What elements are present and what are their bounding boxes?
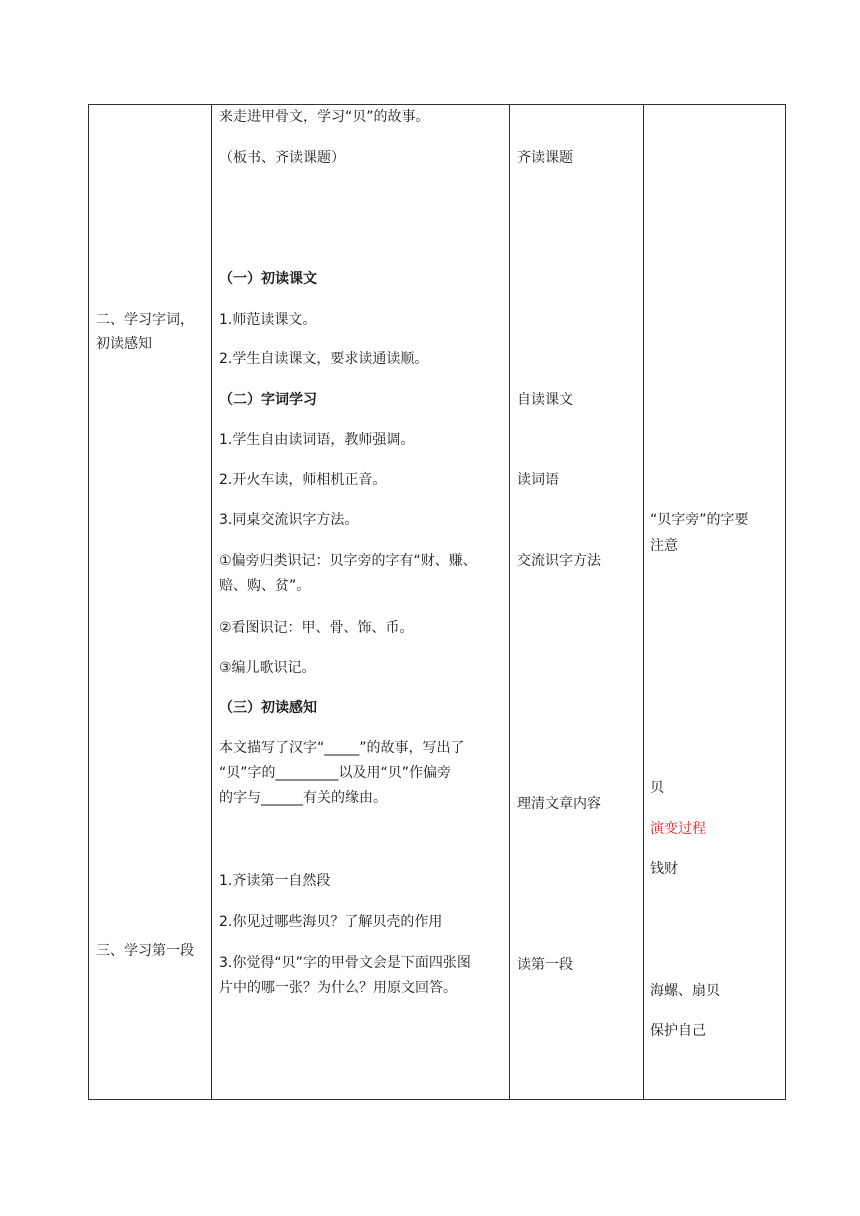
student-activity: 读第一段 — [517, 957, 573, 973]
fill-in-question: 的字与______有关的缘由。 — [219, 790, 387, 806]
design-note: 注意 — [650, 538, 678, 554]
stage-label: 三、学习第一段 — [96, 943, 194, 959]
student-activity: 理清文章内容 — [517, 796, 601, 812]
content-line: 1.师范读课文。 — [219, 312, 317, 328]
design-note: 贝 — [650, 780, 664, 796]
content-line: （板书、齐读课题） — [219, 150, 345, 166]
content-line: ②看图识记：甲、骨、饰、币。 — [219, 620, 414, 636]
design-note: 保护自己 — [650, 1023, 706, 1039]
student-activity: 自读课文 — [517, 392, 573, 408]
content-line: 1.齐读第一自然段 — [219, 873, 331, 889]
student-activity: 读词语 — [517, 472, 559, 488]
content-line: 3.你觉得“贝”字的甲骨文会是下面四张图 — [219, 955, 471, 971]
fill-in-question: “贝”字的_________以及用“贝”作偏旁 — [219, 765, 452, 781]
design-note-highlight: 演变过程 — [650, 821, 706, 837]
design-note: “贝字旁”的字要 — [650, 512, 749, 528]
student-activity: 齐读课题 — [517, 150, 573, 166]
column-divider — [509, 105, 510, 1099]
content-line: 2.你见过哪些海贝？了解贝壳的作用 — [219, 914, 443, 930]
design-note: 海螺、扇贝 — [650, 983, 720, 999]
design-note: 钱财 — [650, 861, 678, 877]
content-line: 赔、购、贫”。 — [219, 578, 311, 594]
content-line: 2.开火车读，师相机正音。 — [219, 472, 387, 488]
content-line: 片中的哪一张？为什么？用原文回答。 — [219, 980, 457, 996]
section-heading: （一）初读课文 — [219, 271, 317, 287]
content-line: ①偏旁归类识记：贝字旁的字有“财、赚、 — [219, 553, 477, 569]
fill-in-question: 本文描写了汉字“_____”的故事，写出了 — [219, 740, 465, 756]
content-line: 2.学生自读课文，要求读通读顺。 — [219, 351, 429, 367]
column-divider — [211, 105, 212, 1099]
content-line: 来走进甲骨文，学习“贝”的故事。 — [219, 109, 430, 125]
content-line: 1.学生自由读词语，教师强调。 — [219, 432, 415, 448]
stage-label: 初读感知 — [96, 336, 152, 352]
student-activity: 交流识字方法 — [517, 553, 601, 569]
section-heading: （二）字词学习 — [219, 392, 317, 408]
stage-label: 二、学习字词， — [96, 312, 194, 328]
column-divider — [643, 105, 644, 1099]
section-heading: （三）初读感知 — [219, 700, 317, 716]
content-line: 3.同桌交流识字方法。 — [219, 512, 359, 528]
content-line: ③编儿歌识记。 — [219, 660, 316, 676]
